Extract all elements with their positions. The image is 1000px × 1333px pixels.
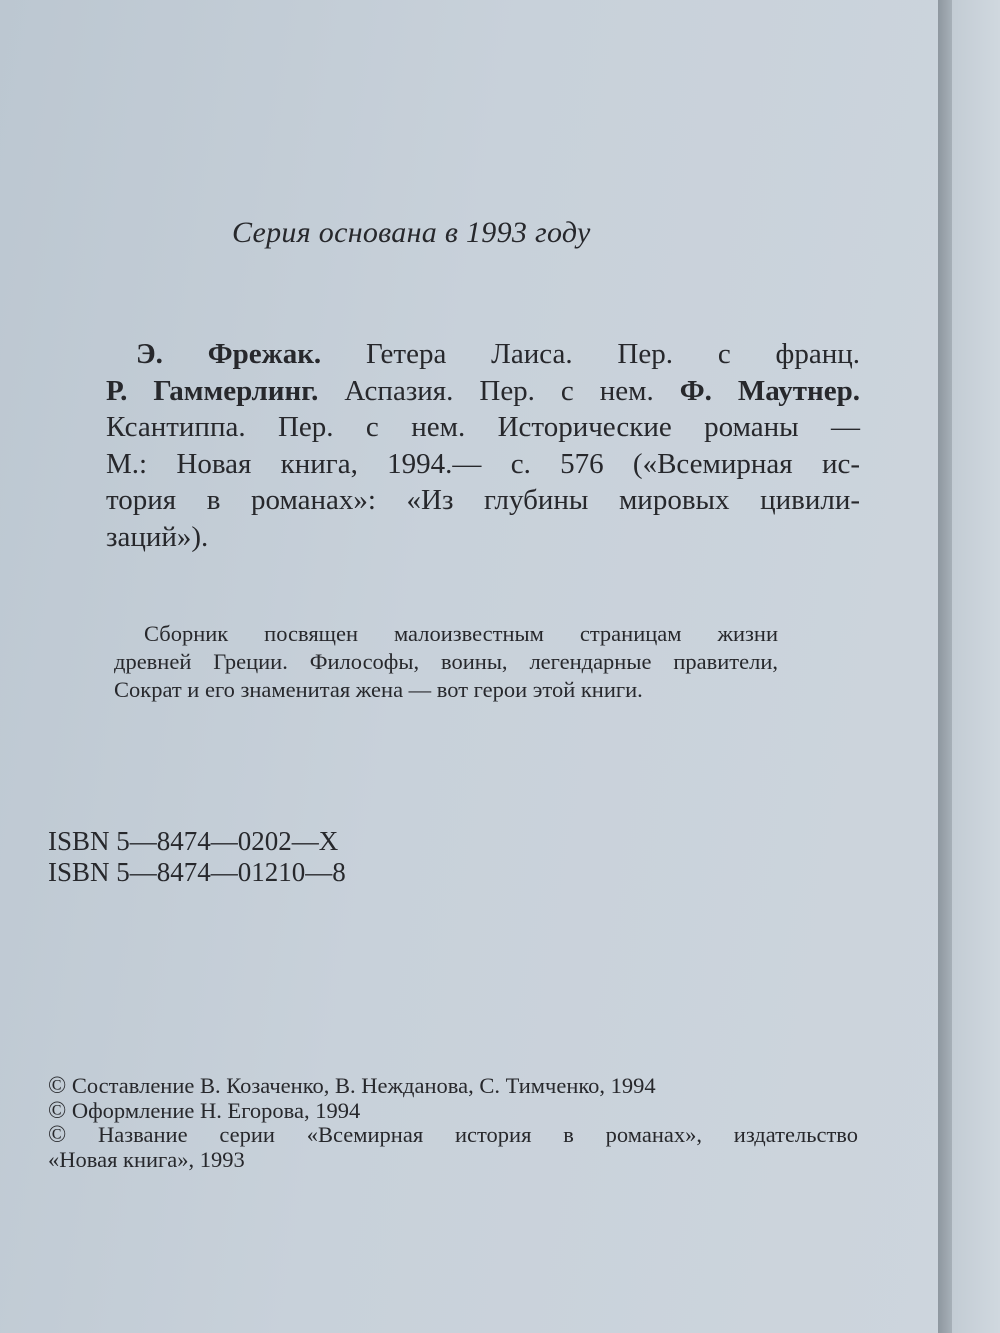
adjacent-page-edge <box>952 0 1000 1333</box>
page-gutter <box>938 0 952 1333</box>
author-gammerling: Р. Гаммерлинг. <box>106 374 319 407</box>
copyright-line <box>48 1074 858 1099</box>
bibliography-line: М.: Новая книга, 1994.— с. 576 («Всемирная ис- <box>106 447 860 480</box>
annotation-line: Сборник посвящен малоизвестным страницам жизни <box>144 621 778 646</box>
isbn-line: ISBN 5—8474—0202—X <box>48 826 339 856</box>
bibliography-line <box>106 336 860 373</box>
copyright-symbol: © <box>48 1073 67 1099</box>
title-text: Аспазия. Пер. с нем. <box>318 374 680 407</box>
copyright-symbol: © <box>48 1097 67 1124</box>
bibliographic-entry <box>106 336 860 555</box>
bibliography-line <box>106 373 860 410</box>
bibliography-line: Ксантиппа. Пер. с нем. Исторические романы — <box>106 411 860 443</box>
copyright-line <box>48 1123 858 1148</box>
isbn-line: ISBN 5—8474—01210—8 <box>48 857 346 887</box>
copyright-text: Название серии «Всемирная история в романах», издательство <box>98 1122 859 1147</box>
annotation-line: Сократ и его знаменитая жена — вот герои этой книги. <box>114 677 643 702</box>
copyright-line <box>48 1099 858 1124</box>
copyright-line: «Новая книга», 1993 <box>48 1146 245 1172</box>
author-mautner: Ф. Маутнер. <box>679 374 860 407</box>
title-text: Гетера Лаиса. Пер. с франц. <box>321 338 860 370</box>
isbn-block <box>48 826 346 888</box>
annotation <box>114 620 778 704</box>
author-frezhak: Э. Фрежак. <box>136 338 322 370</box>
annotation-line: древней Греции. Философы, воины, легендарные правители, <box>114 649 778 674</box>
bibliography-line: заций»). <box>106 520 209 553</box>
copyright-text: Составление В. Козаченко, В. Нежданова, С. Тимченко, 1994 <box>71 1073 656 1098</box>
series-note: Серия основана в 1993 году <box>232 216 591 249</box>
copyright-symbol: © <box>48 1122 67 1148</box>
bibliography-line: тория в романах»: «Из глубины мировых цивили- <box>106 484 860 516</box>
copyright-text: Оформление Н. Егорова, 1994 <box>71 1097 361 1123</box>
copyright-block <box>48 1074 858 1171</box>
